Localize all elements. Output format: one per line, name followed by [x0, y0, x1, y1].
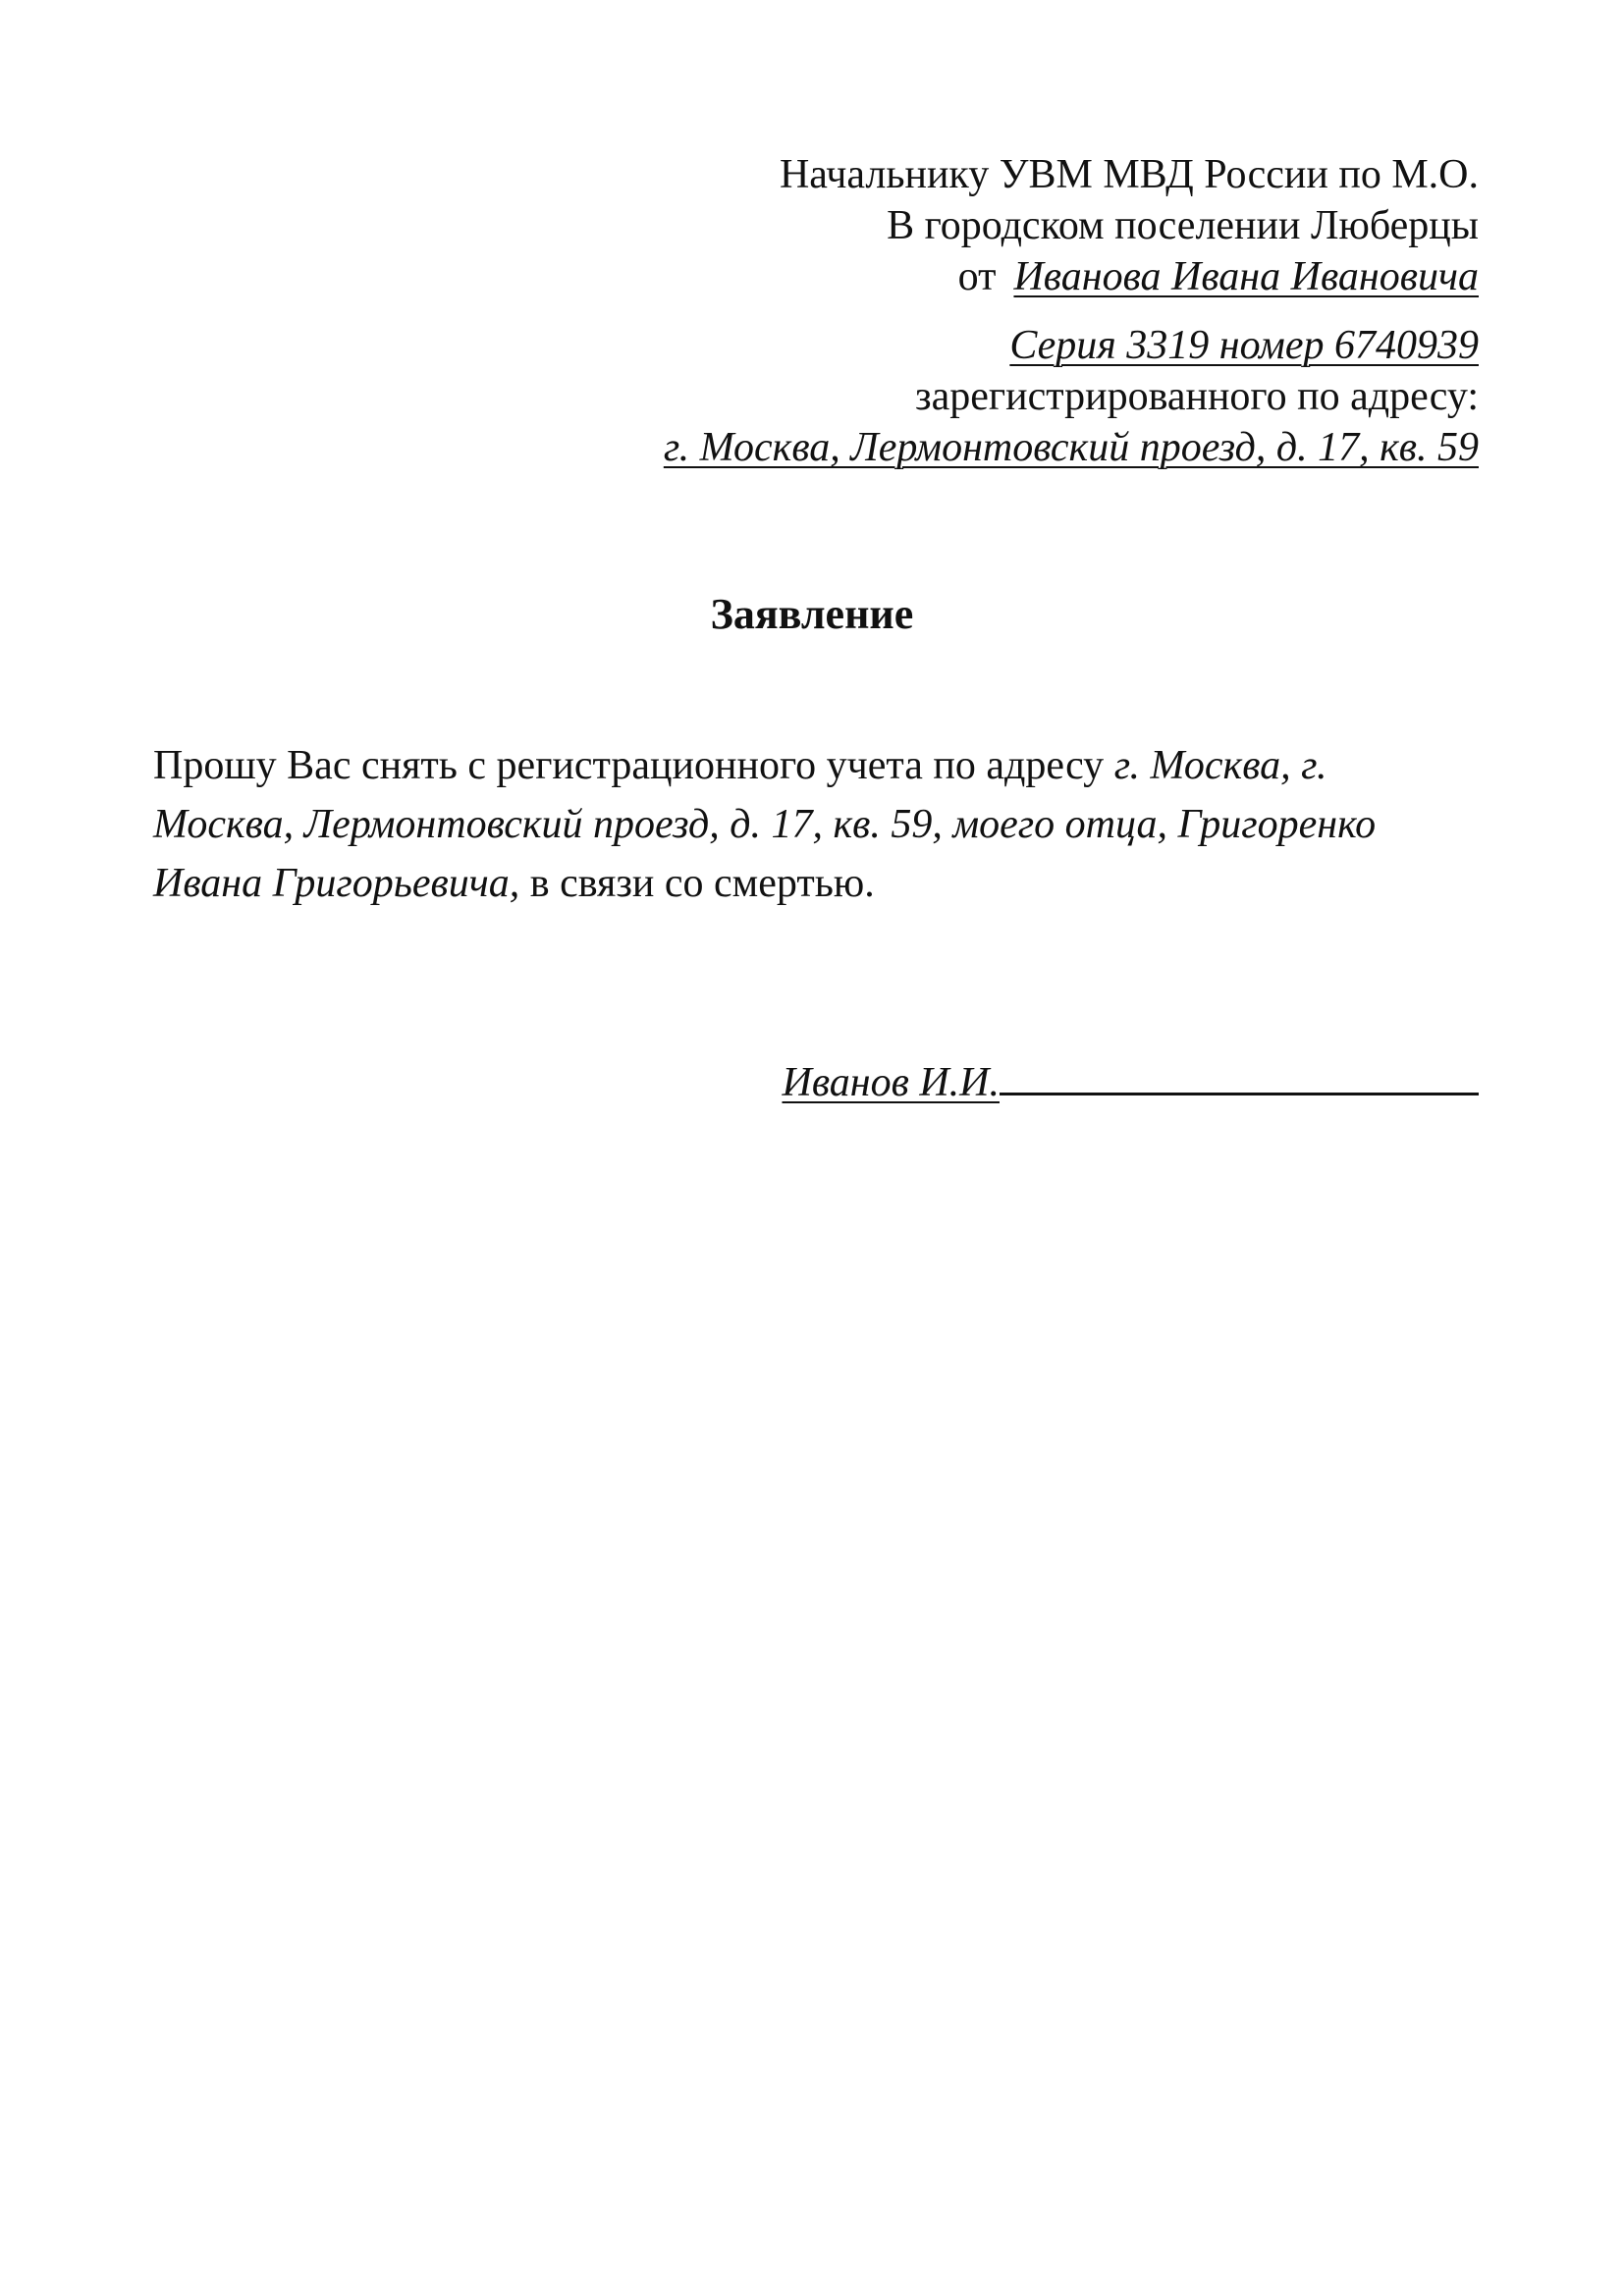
body-line-1-address: г. Москва, г.	[1113, 743, 1327, 788]
body-line-1-text: Прошу Вас снять с регистрационного учета по адресу	[153, 743, 1114, 788]
applicant-from-line	[399, 251, 1479, 302]
body-line-3-name: Ивана Григорьевича,	[153, 861, 520, 906]
body-line-3	[153, 854, 1489, 913]
applicant-name: Иванова Ивана Ивановича	[1013, 254, 1479, 299]
signature-block	[782, 1055, 1479, 1108]
recipient-line-2: В городском поселении Люберцы	[887, 203, 1479, 248]
passport-details: Серия 3319 номер 6740939	[1009, 323, 1479, 368]
signature-line	[1000, 1055, 1479, 1095]
addressee-block	[399, 149, 1479, 473]
document-title: Заявление	[710, 590, 914, 638]
registered-label: зарегистрированного по адресу:	[915, 374, 1479, 419]
recipient-line-1: Начальнику УВМ МВД России по М.О.	[779, 152, 1479, 197]
signature-name: Иванов И.И.	[782, 1060, 1000, 1105]
registered-address: г. Москва, Лермонтовский проезд, д. 17, кв. 59	[663, 425, 1479, 470]
body-line-1	[153, 736, 1489, 795]
passport-line	[399, 320, 1479, 371]
body-line-3-text: в связи со смертью.	[519, 861, 875, 906]
application-body	[153, 736, 1489, 913]
address-line	[399, 422, 1479, 473]
body-line-2: Москва, Лермонтовский проезд, д. 17, кв. 59, моего отца, Григоренко	[153, 802, 1377, 847]
from-prefix: от	[957, 254, 997, 299]
